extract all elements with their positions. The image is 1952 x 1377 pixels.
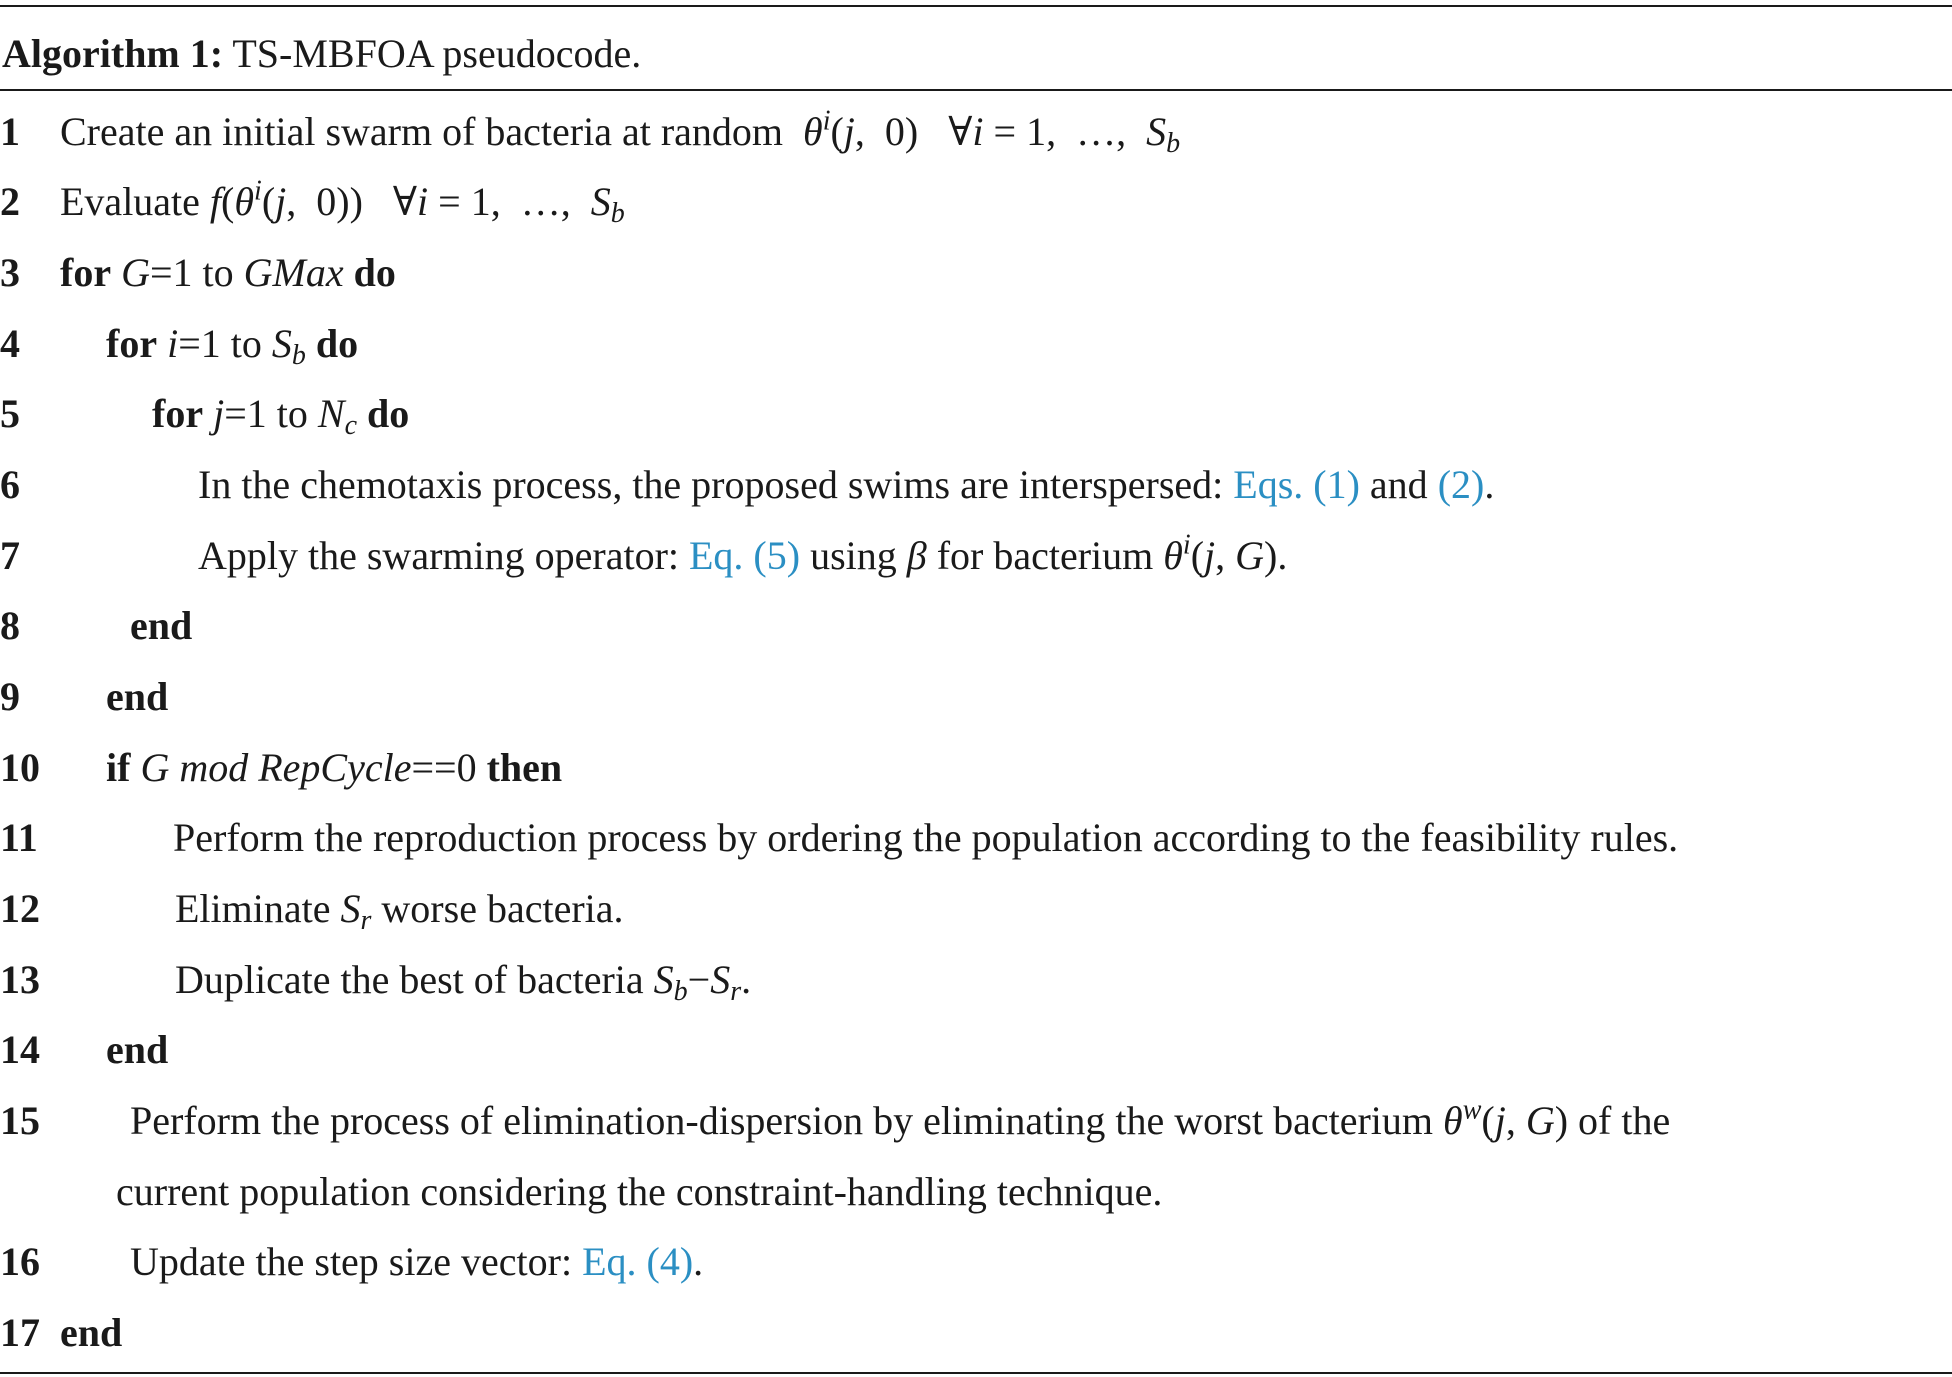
line-number-6: 6 [0, 462, 20, 507]
line-10: if G mod RepCycle==0 then [106, 745, 563, 790]
eq-2-link[interactable]: (2) [1437, 462, 1485, 507]
line-8: end [130, 603, 193, 648]
eq-4-link[interactable]: Eq. (4) [582, 1239, 694, 1284]
line-15: Perform the process of elimination-dispersion by eliminating the worst bacterium $\theta^w(j$, G) of the [130, 1094, 1671, 1143]
line-2: Evaluate $f(\theta^i(j$, 0)) ∀i = 1, …, $S_b$ [60, 175, 625, 229]
line-number-11: 11 [0, 815, 38, 860]
eqs-1-link[interactable]: Eqs. (1) [1233, 462, 1360, 507]
line-number-13: 13 [0, 957, 40, 1002]
line-number-8: 8 [0, 603, 20, 648]
line-16: Update the step size vector: Eq. (4). [130, 1239, 704, 1284]
caption-title: TS-MBFOA pseudocode. [232, 31, 642, 76]
line-12: Eliminate $S_r$ worse bacteria. [175, 886, 624, 936]
line-11: Perform the reproduction process by ordering the population according to the feasibility rules. [173, 815, 1679, 860]
line-15-continuation: current population considering the constraint-handling technique. [116, 1169, 1163, 1214]
line-number-3: 3 [0, 250, 20, 295]
line-9: end [106, 674, 169, 719]
line-13: Duplicate the best of bacteria $S_b-S_r$. [175, 957, 752, 1007]
line-number-4: 4 [0, 321, 20, 366]
line-6: In the chemotaxis process, the proposed swims are interspersed: Eqs. (1) and (2). [198, 462, 1495, 507]
line-number-16: 16 [0, 1239, 40, 1284]
line-number-10: 10 [0, 745, 40, 790]
caption-label: Algorithm 1: [2, 31, 224, 76]
line-3: for G=1 to GMax do [60, 250, 396, 295]
top-rule [0, 5, 1952, 7]
line-17: end [60, 1310, 123, 1355]
bottom-rule [0, 1372, 1952, 1374]
line-1: Create an initial swarm of bacteria at random $\theta^i(j$, 0) ∀i = 1, …, $S_b$ [60, 105, 1181, 159]
eq-5-link[interactable]: Eq. (5) [689, 533, 801, 578]
line-number-14: 14 [0, 1027, 40, 1072]
line-number-15: 15 [0, 1098, 40, 1143]
header-rule [0, 89, 1952, 91]
line-number-5: 5 [0, 391, 20, 436]
line-number-17: 17 [0, 1310, 40, 1355]
line-4: for i=1 to $S_b$ do [106, 321, 359, 371]
line-number-12: 12 [0, 886, 40, 931]
algorithm-caption [2, 24, 641, 84]
line-14: end [106, 1027, 169, 1072]
line-number-9: 9 [0, 674, 20, 719]
line-number-2: 2 [0, 179, 20, 224]
line-number-7: 7 [0, 533, 20, 578]
line-number-1: 1 [0, 109, 20, 154]
line-5: for j=1 to $N_c$ do [152, 391, 410, 441]
line-7: Apply the swarming operator: Eq. (5) using β for bacterium $\theta^i(j$, G). [198, 529, 1288, 578]
